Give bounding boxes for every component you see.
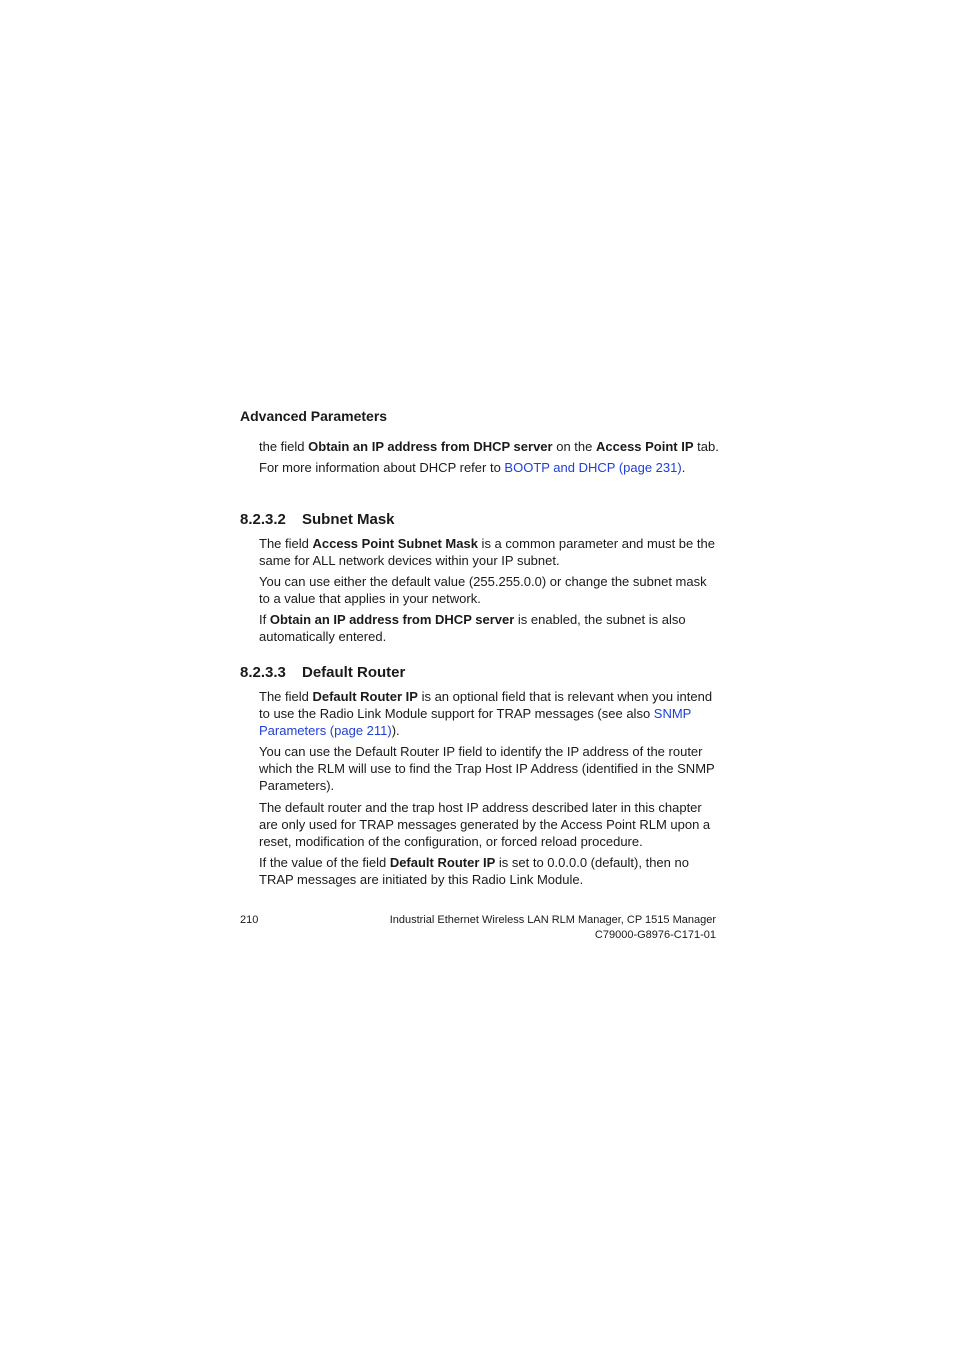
heading-title: Subnet Mask (302, 511, 395, 528)
bold-term: Obtain an IP address from DHCP server (308, 439, 553, 454)
advanced-parameters-body (259, 438, 721, 476)
paragraph: You can use either the default value (255.255.0.0) or change the subnet mask to a value that applies in your network. (259, 574, 707, 606)
page-number: 210 (240, 914, 259, 926)
paragraph (259, 611, 721, 645)
bold-term: Obtain an IP address from DHCP server (269, 612, 515, 627)
text: is set to 0.0.0.0 (default), then no TRAP messages are initiated by this Radio Link Module. (259, 855, 689, 887)
text: the field (259, 439, 309, 454)
text: is enabled, the subnet is also automatically entered. (259, 612, 686, 644)
text: . (681, 460, 686, 475)
paragraph (259, 688, 721, 739)
bold-term: Access Point IP (595, 439, 694, 454)
footer-doc-title: Industrial Ethernet Wireless LAN RLM Manager, CP 1515 Manager (389, 914, 716, 926)
text: tab. (693, 439, 719, 454)
paragraph: The default router and the trap host IP address described later in this chapter are only used for TRAP messages generated by the Access Point RLM upon a reset, modification of the configuration, or forced reload procedure. (259, 800, 711, 849)
heading-subnet-mask (240, 510, 395, 530)
text: is an optional field that is relevant when you intend to use the Radio Link Module support for TRAP messages (see also (259, 689, 713, 721)
bold-term: Default Router IP (312, 689, 418, 704)
subnet-mask-body (259, 535, 721, 645)
text: The field (259, 689, 313, 704)
footer-doc-info (360, 913, 716, 943)
paragraph (259, 459, 721, 476)
heading-title: Default Router (302, 664, 406, 681)
text: If the value of the field (259, 855, 390, 870)
footer-doc-id: C79000-G8976-C171-01 (594, 929, 716, 941)
bold-term: Default Router IP (389, 855, 496, 870)
paragraph: You can use the Default Router IP field to identify the IP address of the router which the RLM will use to find the Trap Host IP Address (identified in the SNMP Parameters). (259, 744, 715, 793)
text: The field (259, 536, 313, 551)
default-router-body (259, 688, 721, 888)
section-heading-advanced-parameters: Advanced Parameters (240, 408, 388, 424)
link-bootp-dhcp[interactable]: BOOTP and DHCP (page 231) (504, 460, 682, 475)
link-snmp-parameters[interactable]: SNMP Parameters (page 211) (259, 706, 692, 738)
text: on the (552, 439, 596, 454)
heading-default-router (240, 663, 405, 683)
text: If (259, 612, 270, 627)
text: For more information about DHCP refer to (259, 460, 505, 475)
paragraph (259, 438, 721, 455)
text: is a common parameter and must be the same for ALL network devices within your IP subnet. (259, 536, 715, 568)
bold-term: Access Point Subnet Mask (312, 536, 478, 551)
paragraph (259, 854, 721, 888)
paragraph (259, 535, 721, 569)
heading-number: 8.2.3.3 (240, 664, 286, 681)
text: ). (391, 723, 400, 738)
heading-number: 8.2.3.2 (240, 511, 286, 528)
